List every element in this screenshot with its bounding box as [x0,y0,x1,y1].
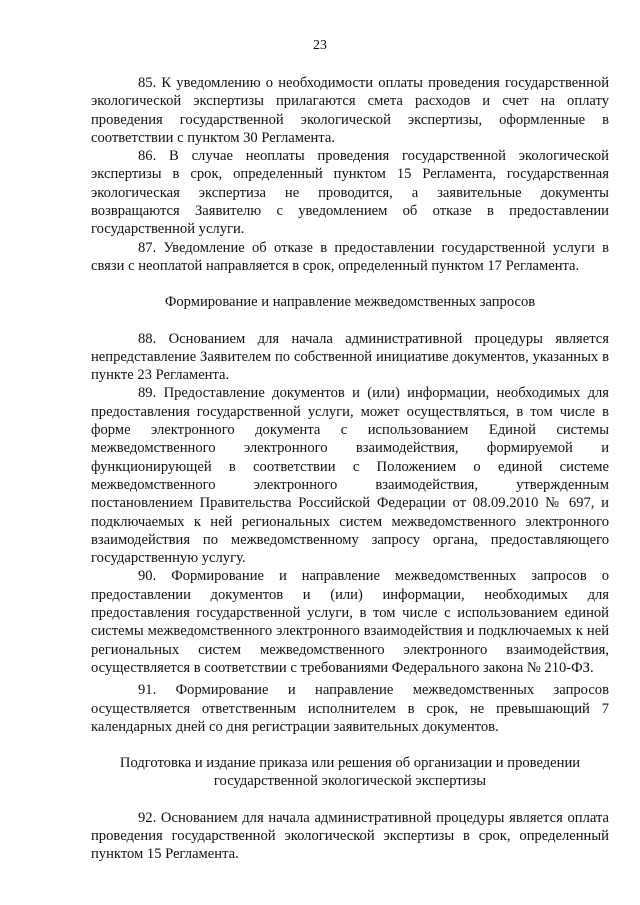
paragraph-88: 88. Основанием для начала административной процедуры является непредставление Заявителем по собственной инициативе документов, указанных в пункте 23 Регламента. [91,330,609,384]
paragraph-92: 92. Основанием для начала административной процедуры является оплата проведения государственной экологической экспертизы в срок, определенный пунктом 15 Регламента. [91,809,609,863]
page-number: 23 [313,38,327,53]
paragraph-86: 86. В случае неоплаты проведения государственной экологической экспертизы в срок, определенный пунктом 15 Регламента, государственная экологическая экспертиза не проводится, а заявительные документы возвращаются Заявителю с уведомлением об отказе в предоставлении государственной услуги. [91,148,609,238]
document-body [91,74,609,864]
paragraph-91: 91. Формирование и направление межведомственных запросов осуществляется ответственным исполнителем в срок, не превышающий 7 календарных дней со дня регистрации заявительных документов. [91,682,609,735]
paragraph-90: 90. Формирование и направление межведомственных запросов о предоставлении документов и (или) информации, необходимых для предоставления государственной услуги, в том числе с использованием единой системы межведомственного электронного взаимодействия и подключаемых к ней региональных систем межведомственного электронного взаимодействия, осуществляется в соответствии с требованиями Федерального закона № 210-ФЗ. [91,568,609,676]
paragraph-87: 87. Уведомление об отказе в предоставлении государственной услуги в связи с неоплатой направляется в срок, определенный пунктом 17 Регламента. [91,239,609,274]
section-title-order-preparation: Подготовка и издание приказа или решения об организации и проведении государственной экологической экспертизы [119,755,581,790]
section-title-interagency-requests: Формирование и направление межведомственных запросов [164,294,536,311]
paragraph-85: 85. К уведомлению о необходимости оплаты проведения государственной экологической экспертизы прилагаются смета расходов и счет на оплату проведения государственной экологической экспертизы, оформленные в соответствии с пунктом 30 Регламента. [91,75,609,146]
paragraph-89: 89. Предоставление документов и (или) информации, необходимых для предоставления государственной услуги, может осуществляться, в том числе в форме электронного документа с использованием Единой системы межведомственного электронного взаимодействия, формируемой и функционирующей в соответствии с Положением о единой системе межведомственного электронного взаимодействия, утвержденным постановлением Правительства Российской Федерации от 08.09.2010 № 697, и подключаемых к ней региональных систем межведомственного электронного взаимодействия по межведомственному запросу органа, предоставляющего государственную услугу. [91,385,609,567]
